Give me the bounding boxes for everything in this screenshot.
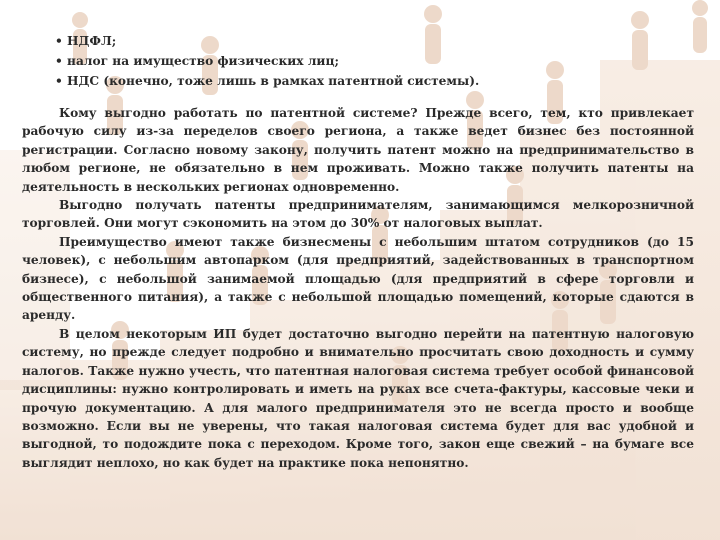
bullet-item: • налог на имущество физических лиц; <box>55 54 339 68</box>
body-text <box>22 104 694 472</box>
paragraph: Выгодно получать патенты предпринимателям, занимающимся мелкорозничной торговлей. Они могут сэкономить на этом до 30% от налоговых выплат. <box>22 198 694 231</box>
paragraph: Кому выгодно работать по патентной системе? Прежде всего, тем, кто привлекает рабочую силу из-за переделов своего региона, а также ведет бизнес без постоянной регистрации. Согласно новому закону, получить патент можно на предпринимательство в любом регионе, не обязательно в нем проживать. Можно также получить патенты на деятельность в нескольких регионах одновременно. <box>22 106 694 194</box>
paragraph: В целом некоторым ИП будет достаточно выгодно перейти на патентную налоговую систему, но прежде следует подробно и внимательно просчитать свою доходность и сумму налогов. Также нужно учесть, что патентная налоговая система требует особой финансовой дисциплины: нужно контролировать и иметь на руках все счета-фактуры, кассовые чеки и прочую документацию. А для малого предпринимателя это не всегда просто и вообще возможно. Если вы не уверены, что такая налоговая система будет для вас удобной и выгодной, то подождите пока с переходом. Кроме того, закон еще свежий – на бумаге все выглядит неплохо, но как будет на практике пока непонятно. <box>22 326 694 470</box>
bullet-list <box>55 31 695 91</box>
paragraph: Преимущество имеют также бизнесмены с небольшим штатом сотрудников (до 15 человек), с небольшим автопарком (для предприятий, задействованных в транспортном бизнесе), с небольшой занимаемой площадью (для предприятий в сфере торговли и общественного питания), а также с небольшой площадью помещений, которые сдаются в аренду. <box>22 234 694 323</box>
bullet-item: • НДС (конечно, тоже лишь в рамках патентной системы). <box>55 74 480 88</box>
bullet-item: • НДФЛ; <box>55 34 117 48</box>
